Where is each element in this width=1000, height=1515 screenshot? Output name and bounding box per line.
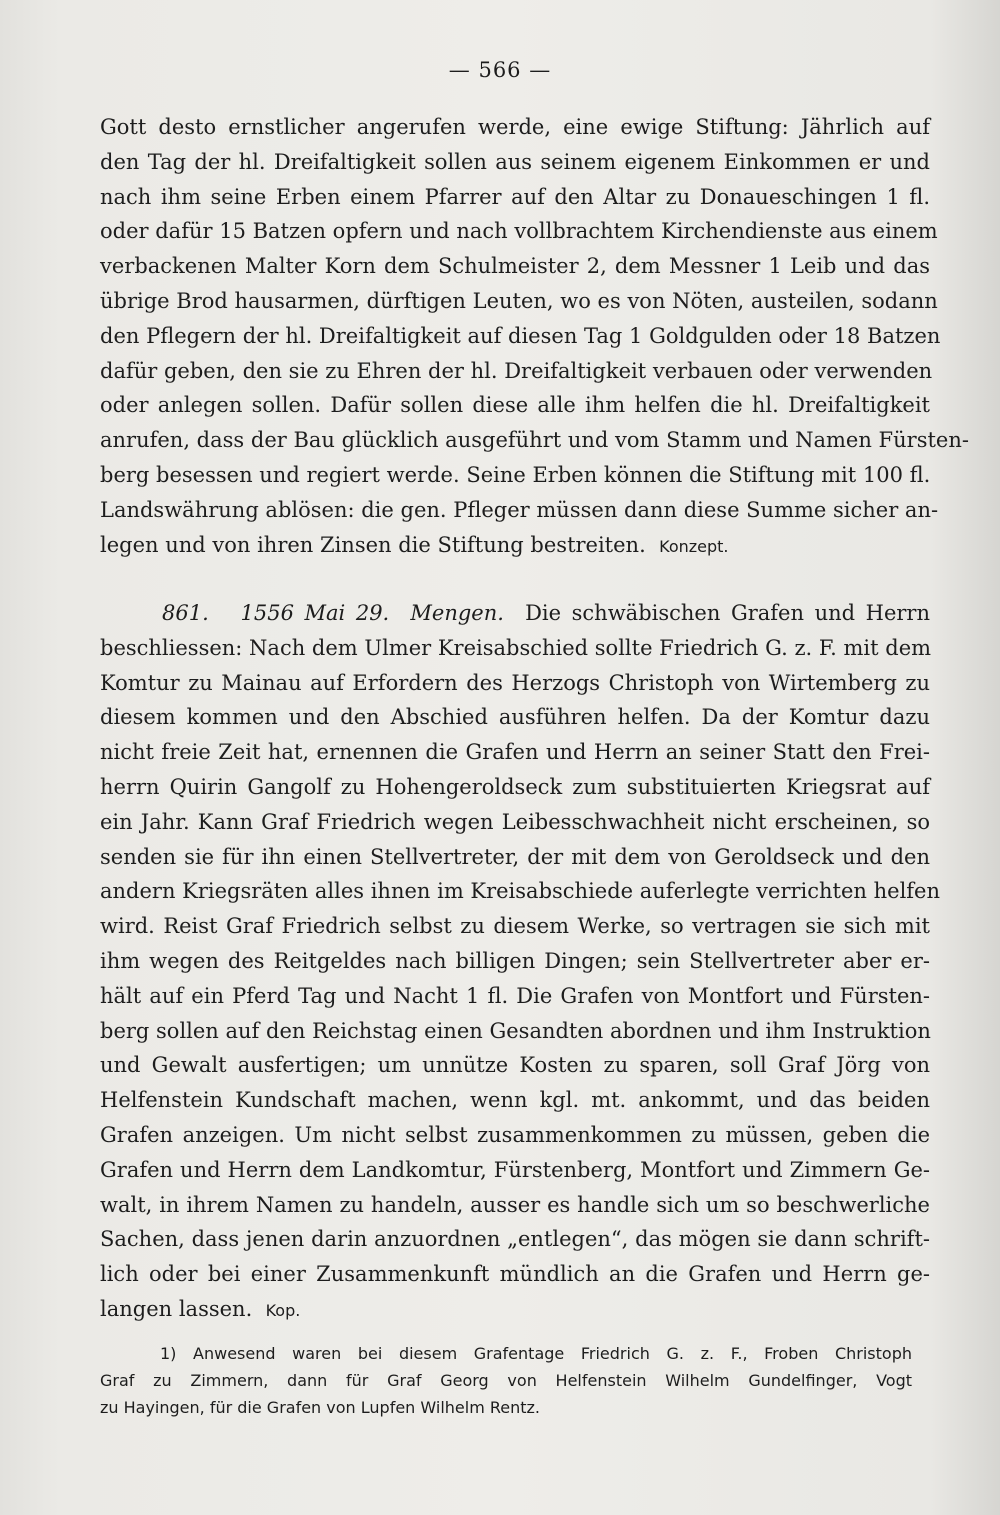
entry-place: Mengen. xyxy=(410,601,504,625)
entry-number: 861. xyxy=(162,601,209,625)
text-line: andern Kriegsräten alles ihnen im Kreisabschiede auferlegte verrichten helfen xyxy=(100,879,941,904)
text-line: berg besessen und regiert werde. Seine Erben können die Stiftung mit 100 fl. xyxy=(100,462,931,487)
text-line: diesem kommen und den Abschied ausführen helfen. Da der Komtur dazu xyxy=(100,705,930,730)
text-line: übrige Brod hausarmen, dürftigen Leuten, wo es von Nöten, austeilen, sodann xyxy=(100,288,938,313)
footnote-line: Graf zu Zimmern, dann für Graf Georg von Helfenstein Wilhelm Gundelfinger, Vogt xyxy=(100,1371,912,1390)
text-line: senden sie für ihn einen Stellvertreter, der mit dem von Geroldseck und den xyxy=(100,844,930,869)
entry-first-line-text: Die schwäbischen Grafen und Herrn xyxy=(525,601,930,625)
text-line: den Pflegern der hl. Dreifaltigkeit auf diesen Tag 1 Goldgulden oder 18 Batzen xyxy=(100,323,941,348)
text-line: beschliessen: Nach dem Ulmer Kreisabschied sollte Friedrich G. z. F. mit dem xyxy=(100,635,932,660)
text-line: Helfenstein Kundschaft machen, wenn kgl. mt. ankommt, und das beiden xyxy=(100,1088,930,1113)
text-line: dafür geben, den sie zu Ehren der hl. Dreifaltigkeit verbauen oder verwenden xyxy=(100,358,933,383)
text-line: ein Jahr. Kann Graf Friedrich wegen Leibesschwachheit nicht erscheinen, so xyxy=(100,809,930,834)
text-line: Grafen und Herrn dem Landkomtur, Fürstenberg, Montfort und Zimmern Ge- xyxy=(100,1157,930,1182)
text-line-last xyxy=(100,528,930,563)
text-line: verbackenen Malter Korn dem Schulmeister 2, dem Messner 1 Leib und das xyxy=(100,254,930,279)
text-line: lich oder bei einer Zusammenkunft mündlich an die Grafen und Herrn ge- xyxy=(100,1262,930,1287)
source-note: Kop. xyxy=(265,1300,301,1320)
text-line: Grafen anzeigen. Um nicht selbst zusammenkommen zu müssen, geben die xyxy=(100,1122,930,1147)
text-line: Landswährung ablösen: die gen. Pfleger müssen dann diese Summe sicher an- xyxy=(100,497,939,522)
text-line: den Tag der hl. Dreifaltigkeit sollen aus seinem eigenem Einkommen er und xyxy=(100,149,930,174)
entry-heading-line xyxy=(100,596,930,631)
text-line: oder dafür 15 Batzen opfern und nach vollbrachtem Kirchendienste aus einem xyxy=(100,219,938,244)
text-fragment: legen und von ihren Zinsen die Stiftung bestreiten. xyxy=(100,532,646,557)
text-line: herrn Quirin Gangolf zu Hohengeroldseck zum substituierten Kriegsrat auf xyxy=(100,774,930,799)
text-line: anrufen, dass der Bau glücklich ausgeführt und vom Stamm und Namen Fürsten- xyxy=(100,428,969,453)
entry-date: 1556 Mai 29. xyxy=(240,601,390,625)
text-line: walt, in ihrem Namen zu handeln, ausser es handle sich um so beschwerliche xyxy=(100,1192,930,1217)
text-line: Sachen, dass jenen darin anzuordnen „entlegen“, das mögen sie dann schrift- xyxy=(100,1227,930,1252)
text-line: berg sollen auf den Reichstag einen Gesandten abordnen und ihm Instruktion xyxy=(100,1018,931,1043)
footnote xyxy=(100,1340,912,1421)
source-note: Konzept. xyxy=(659,536,729,556)
text-fragment: langen lassen. xyxy=(100,1296,253,1321)
footnote-line: 1) Anwesend waren bei diesem Grafentage Friedrich G. z. F., Froben Christoph xyxy=(160,1344,912,1363)
entry-861 xyxy=(100,596,941,1327)
text-line: und Gewalt ausfertigen; um unnütze Kosten zu sparen, soll Graf Jörg von xyxy=(100,1053,930,1078)
text-line-last xyxy=(100,1292,930,1327)
text-line: Komtur zu Mainau auf Erfordern des Herzogs Christoph von Wirtemberg zu xyxy=(100,670,930,695)
text-line: nicht freie Zeit hat, ernennen die Grafen und Herrn an seiner Statt den Frei- xyxy=(100,740,930,765)
paragraph-continuation xyxy=(100,110,969,562)
text-line: nach ihm seine Erben einem Pfarrer auf den Altar zu Donaueschingen 1 fl. xyxy=(100,184,930,209)
text-line: Gott desto ernstlicher angerufen werde, eine ewige Stiftung: Jährlich auf xyxy=(100,115,930,139)
text-line: ihm wegen des Reitgeldes nach billigen Dingen; sein Stellvertreter aber er- xyxy=(100,948,930,973)
text-line: wird. Reist Graf Friedrich selbst zu diesem Werke, so vertragen sie sich mit xyxy=(100,914,930,939)
page-number: — 566 — xyxy=(448,58,552,82)
text-line: oder anlegen sollen. Dafür sollen diese alle ihm helfen die hl. Dreifaltigkeit xyxy=(100,393,930,418)
text-line: hält auf ein Pferd Tag und Nacht 1 fl. Die Grafen von Montfort und Fürsten- xyxy=(100,983,930,1008)
footnote-line: zu Hayingen, für die Grafen von Lupfen Wilhelm Rentz. xyxy=(100,1398,540,1417)
